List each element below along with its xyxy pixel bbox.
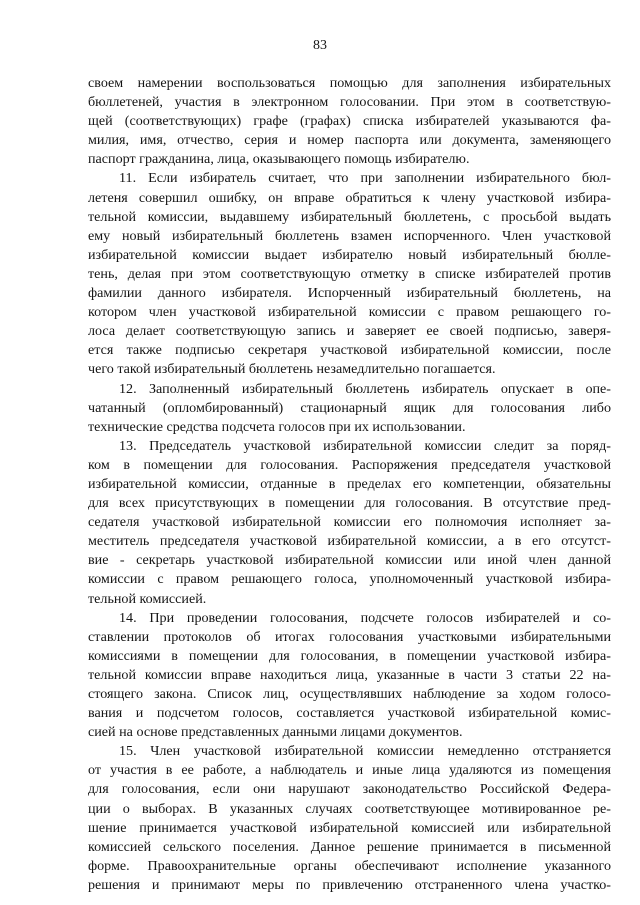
text-line: седателя участковой избирательной комиссии его полномочия исполняет за- [88,514,611,531]
text-line: технические средства подсчета голосов при их использовании. [88,418,466,435]
text-line: для всех присутствующих в помещении для голосования. В отсутствие пред- [88,495,611,512]
text-line: сией на основе представленных данными лицами документов. [88,724,463,741]
text-line: котором член участковой избирательной комиссии с правом решающего го- [88,304,611,321]
text-line: меститель председателя участковой избирательной комиссии, а в его отсутст- [88,533,611,550]
text-line: шение принимается участковой избирательной комиссией или избирательной [88,819,611,836]
text-line: лоса делает соответствующую запись и заверяет ее своей подписью, заверя- [88,323,611,340]
text-line: тельной комиссии, выдавшему избирательный бюллетень, с просьбой выдать [88,208,611,225]
text-line: ком в помещении для голосования. Распоряжения председателя участковой [88,456,611,473]
text-line: паспорт гражданина, лица, оказывающего помощь избирателю. [88,151,470,168]
text-line: тельной комиссией. [88,590,207,607]
text-line: от участия в ее работе, а наблюдатель и иные лица удаляются из помещения [88,762,611,779]
text-line: тень, делая при этом соответствующую отметку в списке избирателей против [88,265,611,282]
text-line: избирательной комиссии выдает избирателю новый избирательный бюлле- [88,246,611,263]
text-line: чатанный (опломбированный) стационарный ящик для голосования либо [88,399,611,416]
text-line: ется также подписью секретаря участковой избирательной комиссии, после [88,342,611,359]
text-line: форме. Правоохранительные органы обеспечивают исполнение указанного [88,857,611,874]
text-line: щей (соответствующих) графе (графах) списка избирателей указываются фа- [88,113,611,130]
text-line: тельной комиссии вправе находиться лица, указанные в части 3 статьи 22 на- [88,666,611,683]
text-line: решения и принимают меры по привлечению отстраненного члена участко- [88,876,611,893]
text-line: чего такой избирательный бюллетень незамедлительно погашается. [88,361,496,378]
text-line: 11. Если избиратель считает, что при заполнении избирательного бюл- [119,170,611,187]
text-line: фамилии данного избирателя. Испорченный избирательный бюллетень, на [88,285,611,302]
text-line: избирательной комиссии, отданные в пределах его компетенции, обязательны [88,475,611,492]
text-line: милия, имя, отчество, серия и номер паспорта или документа, заменяющего [88,132,611,149]
page-number: 83 [313,38,327,53]
text-line: своем намерении воспользоваться помощью для заполнения избирательных [88,75,611,91]
text-line: комиссиями в помещении для голосования, в помещении участковой избира- [88,647,611,664]
text-line: комиссии с правом решающего голоса, уполномоченный участковой избира- [88,571,611,588]
text-line: комиссией сельского поселения. Данное решение принимается в письменной [88,838,611,855]
text-line: для голосования, если они нарушают законодательство Российской Федера- [88,781,611,798]
text-line: летеня совершил ошибку, он вправе обратиться к члену участковой избира- [88,189,611,206]
text-line: 14. При проведении голосования, подсчете голосов избирателей и со- [119,609,611,626]
text-line: бюллетеней, участия в электронном голосовании. При этом в соответствую- [88,94,611,111]
text-line: стоящего закона. Список лиц, осуществлявших наблюдение за ходом голосо- [88,686,611,702]
text-line: вие - секретарь участковой избирательной комиссии или иной член данной [88,552,611,569]
text-line: вания и подсчетом голосов, составляется участковой избирательной комис- [88,705,611,722]
text-line: ставлении протоколов об итогах голосования участковыми избирательными [88,628,611,645]
text-line: ему новый избирательный бюллетень взамен испорченного. Член участковой [88,227,611,244]
text-line: 12. Заполненный избирательный бюллетень избиратель опускает в опе- [119,380,611,397]
text-line: 15. Член участковой избирательной комиссии немедленно отстраняется [119,743,611,760]
text-line: ции о выборах. В указанных случаях соответствующее мотивированное ре- [88,800,611,817]
body-text [88,74,611,895]
text-line: 13. Председатель участковой избирательной комиссии следит за поряд- [119,437,611,454]
